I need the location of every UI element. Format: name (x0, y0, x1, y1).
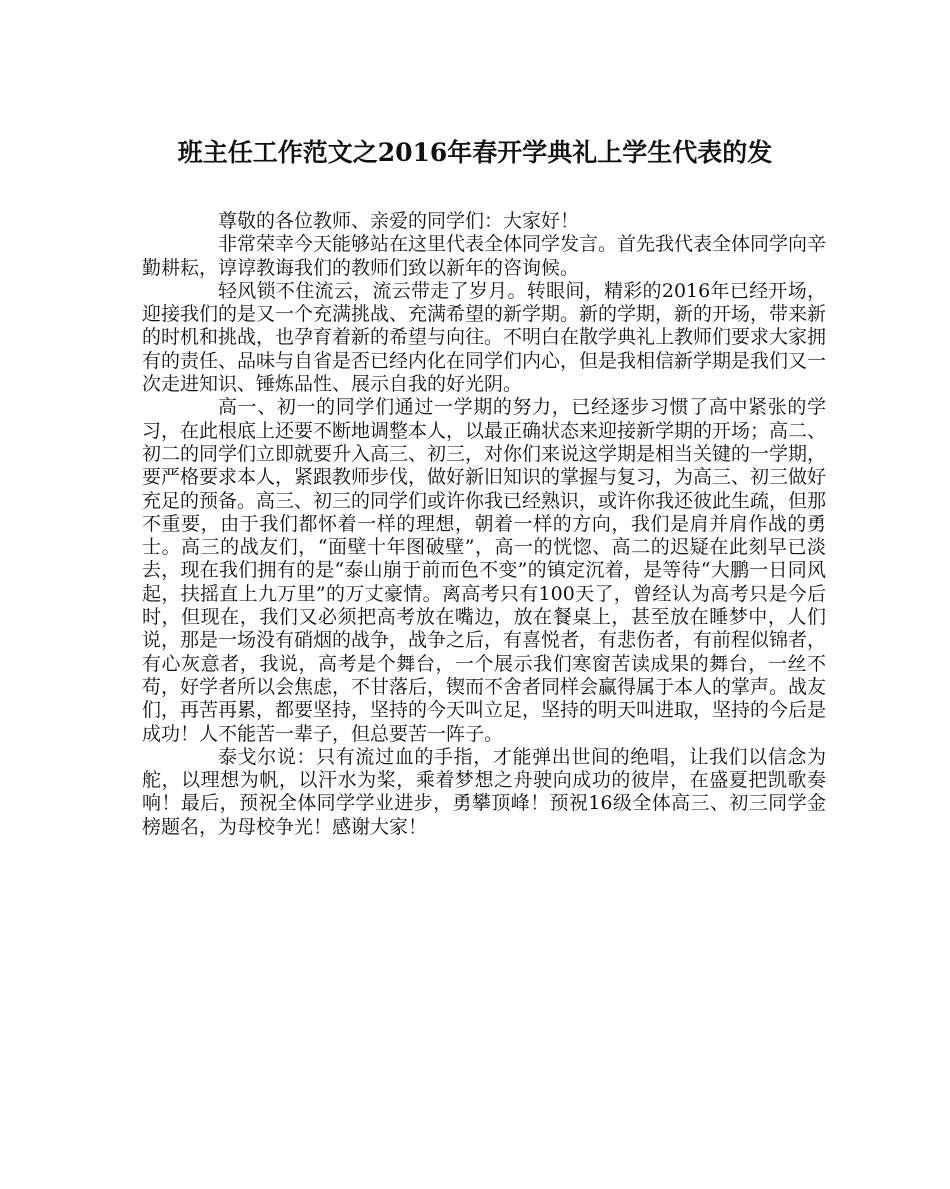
paragraph-salutation: 尊敬的各位教师、亲爱的同学们：大家好！ (218, 210, 580, 232)
document-body (142, 210, 826, 839)
paragraph-new-semester: 轻风锁不住流云，流云带走了岁月。转眼间，精彩的2016年已经开场，迎接我们的是又一个充满挑战、充满希望的新学期。新的学期，新的开场，带来新的时机和挑战，也孕育着新的希望与向往。不明白在散学典礼上教师们要求大家拥有的责任、品味与自省是否已经内化在同学们内心，但是我相信新学期是我们又一次走进知识、锤炼品性、展示自我的好光阴。 (142, 279, 827, 396)
paragraph-opening: 非常荣幸今天能够站在这里代表全体同学发言。首先我代表全体同学向辛勤耕耘，谆谆教诲我们的教师们致以新年的咨询候。 (142, 233, 827, 279)
paragraph-encouragement: 高一、初一的同学们通过一学期的努力，已经逐步习惯了高中紧张的学习，在此根底上还要不断地调整本人，以最正确状态来迎接新学期的开场；高二、初二的同学们立即就要升入高三、初三，对你们来说这学期是相当关键的一学期，要严格要求本人，紧跟教师步伐，做好新旧知识的掌握与复习，为高三、初三做好充足的预备。高三、初三的同学们或许你我已经熟识，或许你我还彼此生疏，但那不重要，由于我们都怀着一样的理想，朝着一样的方向，我们是肩并肩作战的勇士。高三的战友们，“面壁十年图破壁”，高一的恍惚、高二的迟疑在此刻早已淡去，现在我们拥有的是“泰山崩于前而色不变”的镇定沉着，是等待“大鹏一日同风起，扶摇直上九万里”的万丈豪情。离高考只有100天了，曾经认为高考只是今后时，但现在，我们又必须把高考放在嘴边，放在餐桌上，甚至放在睡梦中，人们说，那是一场没有硝烟的战争，战争之后，有喜悦者，有悲伤者，有前程似锦者，有心灰意者，我说，高考是个舞台，一个展示我们寒窗苦读成果的舞台，一丝不苟，好学者所以会焦虑，不甘落后，锲而不舍者同样会赢得属于本人的掌声。战友们，再苦再累，都要坚持，坚持的今天叫立足，坚持的明天叫进取，坚持的今后是成功！人不能苦一辈子，但总要苦一阵子。 (142, 396, 827, 745)
document-title: 班主任工作范文之2016年春开学典礼上学生代表的发 (177, 138, 773, 167)
paragraph-closing: 泰戈尔说：只有流过血的手指，才能弹出世间的绝唱，让我们以信念为舵，以理想为帆，以汗水为桨，乘着梦想之舟驶向成功的彼岸，在盛夏把凯歌奏响！最后，预祝全体同学学业进步，勇攀顶峰！预祝16级全体高三、初三同学金榜题名，为母校争光！感谢大家！ (142, 745, 826, 838)
